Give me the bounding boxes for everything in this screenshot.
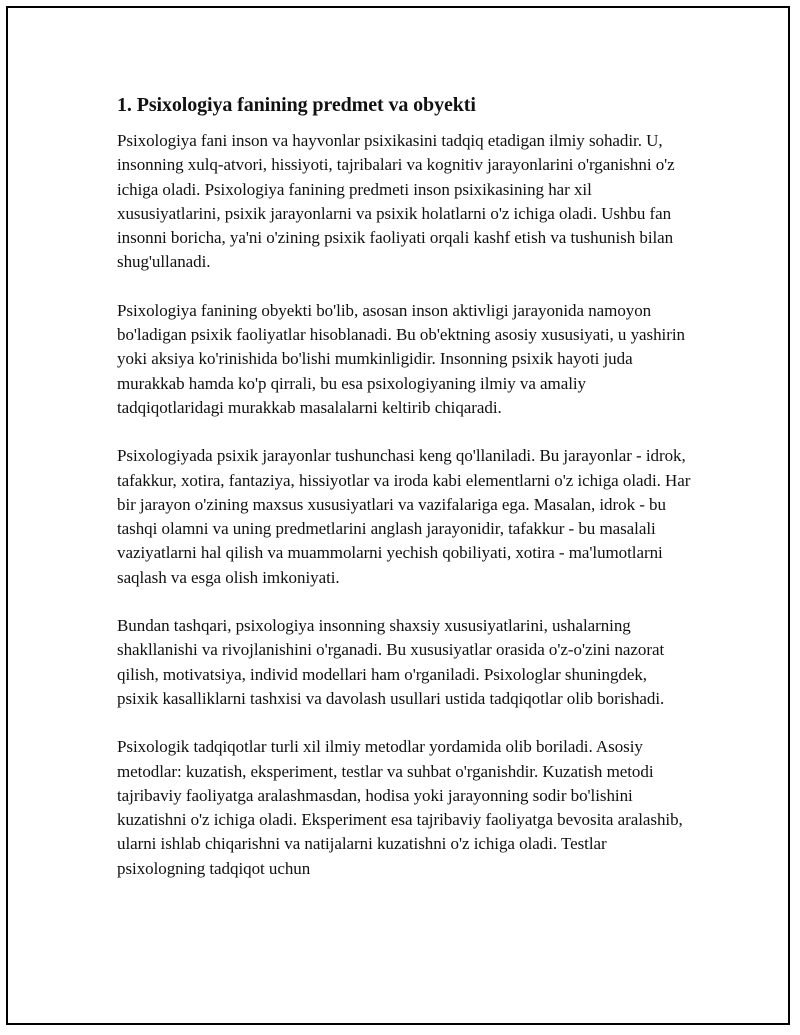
paragraph: Psixologiya fani inson va hayvonlar psixikasini tadqiq etadigan ilmiy sohadir. U, insonning xulq-atvori, hissiyoti, tajribalari va kognitiv jarayonlarini o'rganishni o'z ichiga oladi. Psixologiya fanining predmeti inson psixikasining har xil xususiyatlarini, psixik jarayonlarni va psixik holatlarni o'z ichiga oladi. Ushbu fan insonni boricha, ya'ni o'zining psixik faoliyati orqali kashf etish va tushunish bilan shug'ullanadi. <box>117 131 675 272</box>
paragraph: Psixologiya fanining obyekti bo'lib, asosan inson aktivligi jarayonida namoyon bo'ladigan psixik faoliyatlar hisoblanadi. Bu ob'ektning asosiy xususiyati, u yashirin yoki aksiya ko'rinishida bo'lishi mumkinligidir. Insonning psixik hayoti juda murakkab hamda ko'p qirrali, bu esa psixologiyaning ilmiy va amaliy tadqiqotlaridagi murakkab masalalarni keltirib chiqaradi. <box>117 300 685 417</box>
paragraph: Psixologiyada psixik jarayonlar tushunchasi keng qo'llaniladi. Bu jarayonlar - idrok, tafakkur, xotira, fantaziya, hissiyotlar va iroda kabi elementlarni o'z ichiga oladi. Har bir jarayon o'zining maxsus xususiyatlari va vazifalariga ega. Masalan, idrok - bu tashqi olamni va uning predmetlarini anglash jarayonidir, tafakkur - bu masalali vaziyatlarni hal qilish va muammolarni yechish qobiliyati, xotira - ma'lumotlarni saqlash va esga olish imkoniyati. <box>117 446 691 587</box>
section-heading: 1. Psixologiya fanining predmet va obyekti <box>117 94 476 116</box>
document-body <box>117 91 692 905</box>
paragraph: Psixologik tadqiqotlar turli xil ilmiy metodlar yordamida olib boriladi. Asosiy metodlar: kuzatish, eksperiment, testlar va suhbat o'rganishdir. Kuzatish metodi tajribaviy faoliyatga aralashmasdan, hodisa yoki jarayonning sodir bo'lishini kuzatishni o'z ichiga oladi. Eksperiment esa tajribaviy faoliyatga bevosita aralashib, ularni ishlab chiqarishni va natijalarni kuzatishni o'z ichiga oladi. Testlar psixologning tadqiqot uchun <box>117 737 683 878</box>
paragraph: Bundan tashqari, psixologiya insonning shaxsiy xususiyatlarini, ushalarning shakllanishi va rivojlanishini o'rganadi. Bu xususiyatlar orasida o'z-o'zini nazorat qilish, motivatsiya, individ modellari ham o'rganiladi. Psixologlar shuningdek, psixik kasalliklarni tashxisi va davolash usullari ustida tadqiqotlar olib borishadi. <box>117 616 665 708</box>
